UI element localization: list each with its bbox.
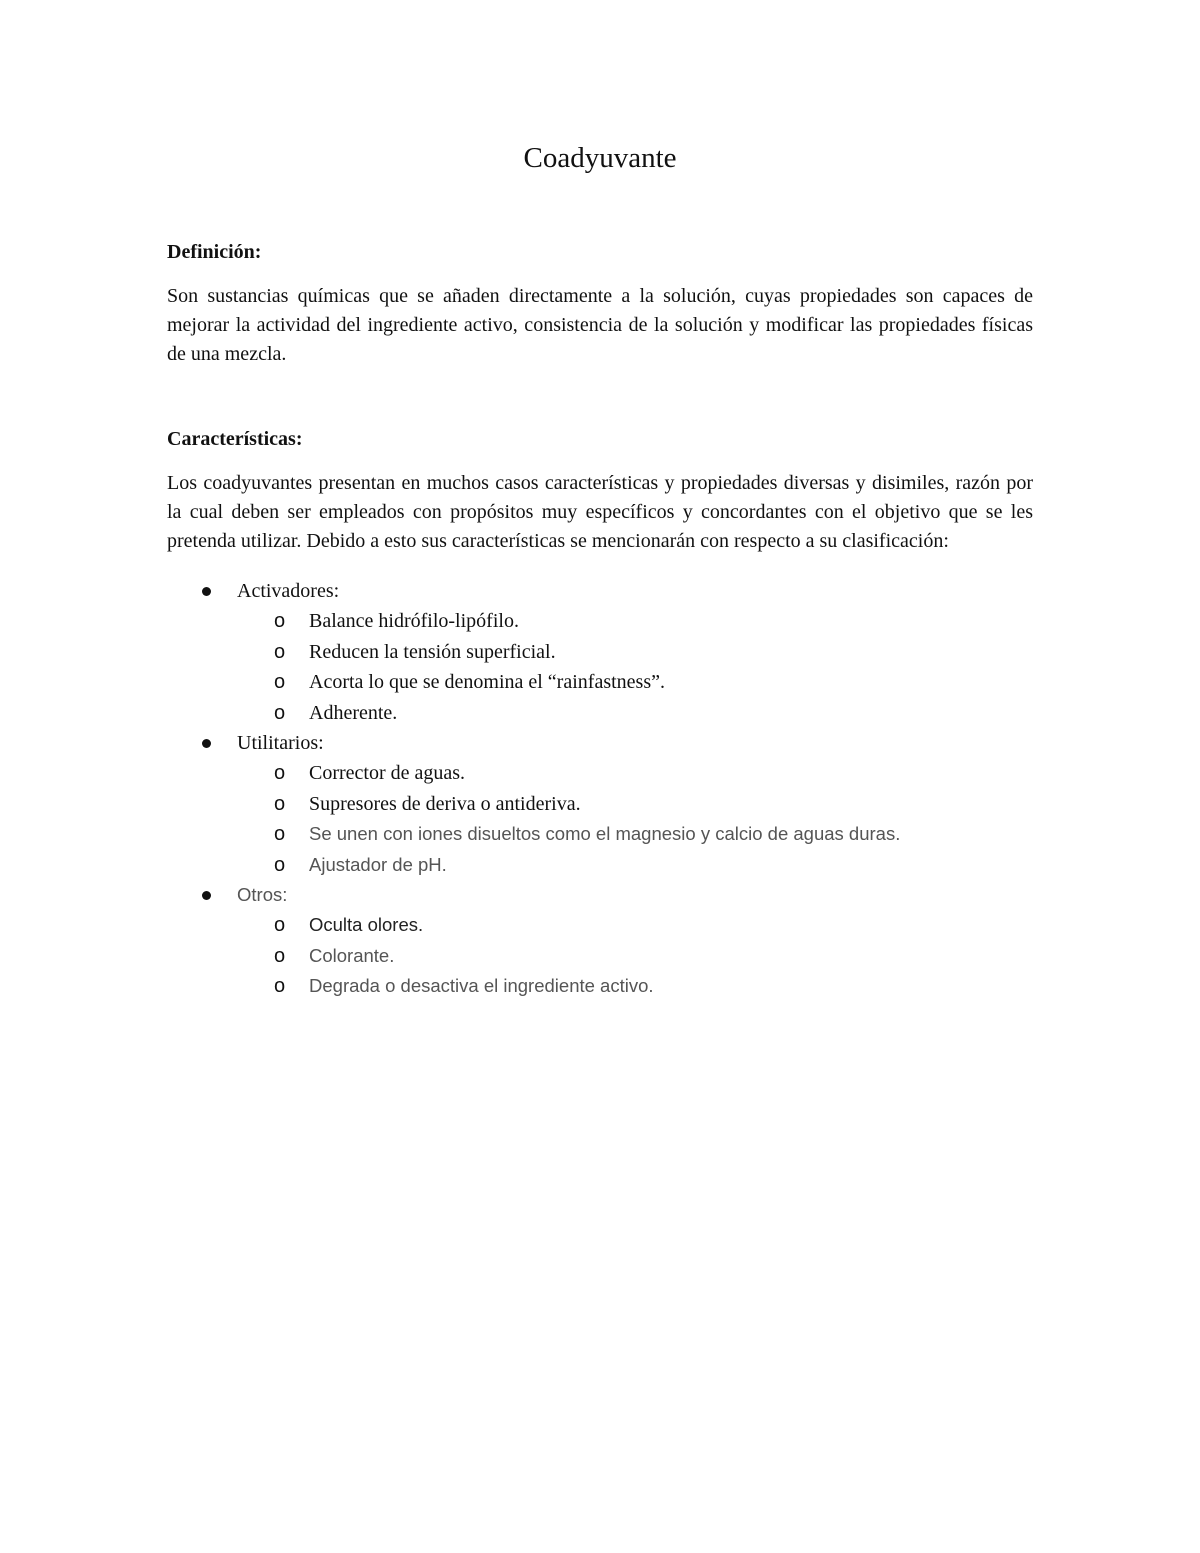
sub-list [237, 606, 1033, 728]
circle-bullet-icon: o [274, 640, 286, 663]
sub-list [237, 910, 1033, 1002]
circle-bullet-icon: o [274, 823, 286, 845]
list-item-text: Balance hidrófilo-lipófilo. [309, 610, 519, 632]
circle-bullet-icon: o [274, 944, 286, 967]
list-item-activadores [167, 576, 1033, 728]
circle-bullet-icon: o [274, 610, 286, 632]
characteristics-heading: Características: [167, 428, 303, 450]
definition-heading: Definición: [167, 241, 262, 263]
list-item-text: Corrector de aguas. [309, 762, 466, 784]
sub-list [237, 758, 1033, 880]
list-item-otros [167, 880, 1033, 1002]
circle-bullet-icon: o [274, 762, 286, 784]
bullet-icon [202, 891, 211, 900]
list-item [237, 637, 1033, 668]
circle-bullet-icon: o [274, 671, 286, 693]
document-title: Coadyuvante [523, 142, 677, 174]
group-label: Otros: [237, 884, 288, 905]
classification-list [167, 576, 1033, 1002]
list-item-text: Colorante. [309, 944, 395, 966]
list-item-text: Oculta olores. [309, 914, 424, 935]
group-label: Activadores: [237, 580, 340, 602]
list-item [237, 789, 1033, 820]
list-item-text: Se unen con iones disueltos como el magnesio y calcio de aguas duras. [309, 823, 901, 844]
circle-bullet-icon: o [274, 853, 286, 876]
list-item [237, 941, 1033, 972]
list-item [237, 850, 1033, 881]
circle-bullet-icon: o [274, 792, 286, 815]
document-content [167, 138, 1033, 1002]
circle-bullet-icon: o [274, 914, 286, 936]
list-item-text: Supresores de deriva o antideriva. [309, 792, 581, 815]
bullet-icon [202, 739, 211, 748]
list-item-text: Degrada o desactiva el ingrediente activo. [309, 975, 654, 996]
list-item [237, 758, 1033, 789]
circle-bullet-icon: o [274, 975, 286, 997]
list-item [237, 819, 1033, 850]
list-item-utilitarios [167, 728, 1033, 880]
definition-paragraph: Son sustancias químicas que se añaden directamente a la solución, cuyas propiedades son capaces de mejorar la actividad del ingrediente activo, consistencia de la solución y modificar las propiedades físicas de una mezcla. [167, 285, 1033, 365]
bullet-icon [202, 587, 211, 596]
characteristics-paragraph: Los coadyuvantes presentan en muchos casos características y propiedades diversas y disimiles, razón por la cual deben ser empleados con propósitos muy específicos y concordantes con el objetivo que se les pretenda utilizar. Debido a esto sus características se mencionarán con respecto a su clasificación: [167, 472, 1033, 552]
list-item [237, 606, 1033, 637]
list-item [237, 667, 1033, 698]
list-item-text: Reducen la tensión superficial. [309, 640, 556, 663]
circle-bullet-icon: o [274, 701, 286, 724]
group-label: Utilitarios: [237, 732, 324, 754]
list-item [237, 971, 1033, 1002]
list-item [237, 698, 1033, 729]
list-item-text: Acorta lo que se denomina el “rainfastness”. [309, 671, 665, 693]
list-item-text: Ajustador de pH. [309, 853, 447, 875]
list-item [237, 910, 1033, 941]
list-item-text: Adherente. [309, 701, 398, 724]
